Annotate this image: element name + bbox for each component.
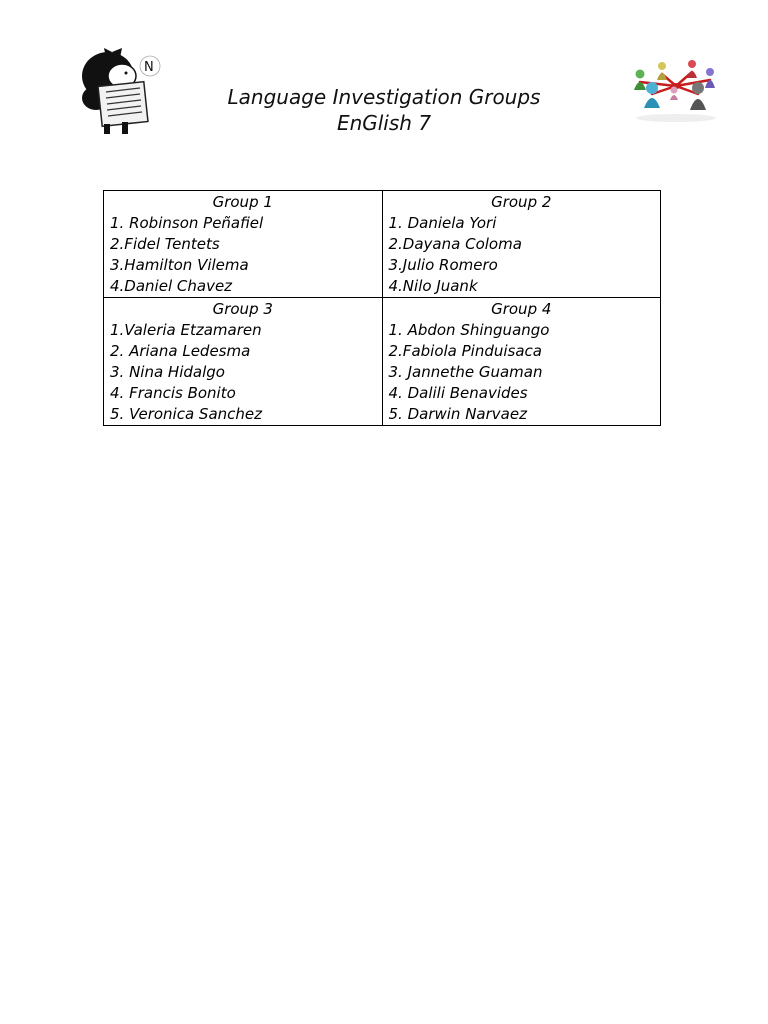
group-heading: Group 1 (212, 193, 273, 211)
group-cell (382, 298, 661, 426)
group-heading: Group 3 (212, 300, 273, 318)
group-member: 2.Fabiola Pinduisaca (388, 342, 542, 360)
group-cell (382, 191, 661, 298)
group-member: 1. Daniela Yori (388, 214, 497, 232)
document-title: Language Investigation Groups (227, 85, 541, 109)
group-heading: Group 2 (491, 193, 552, 211)
group-member: 3. Nina Hidalgo (110, 363, 225, 381)
group-member: 1.Valeria Etzamaren (110, 321, 262, 339)
table-row (104, 298, 661, 426)
logo-letter: N (144, 60, 154, 75)
group-member: 1. Robinson Peñafiel (110, 214, 264, 232)
group-member: 2. Ariana Ledesma (110, 342, 251, 360)
table-row (104, 191, 661, 298)
group-member: 2.Dayana Coloma (388, 235, 522, 253)
group-cell (104, 191, 383, 298)
group-member: 3. Jannethe Guaman (388, 363, 543, 381)
groups-table (103, 190, 661, 426)
group-cell (104, 298, 383, 426)
group-member: 4. Francis Bonito (110, 384, 236, 402)
group-member: 4.Daniel Chavez (110, 277, 233, 295)
group-member: 5. Veronica Sanchez (110, 405, 262, 423)
group-member: 2.Fidel Tentets (110, 235, 220, 253)
group-member: 5. Darwin Narvaez (388, 405, 527, 423)
group-member: 3.Hamilton Vilema (110, 256, 249, 274)
document-subtitle: EnGlish 7 (336, 111, 432, 135)
group-member: 4.Nilo Juank (388, 277, 478, 295)
group-heading: Group 4 (491, 300, 552, 318)
group-member: 4. Dalili Benavides (388, 384, 528, 402)
group-member: 1. Abdon Shinguango (388, 321, 550, 339)
group-member: 3.Julio Romero (388, 256, 498, 274)
